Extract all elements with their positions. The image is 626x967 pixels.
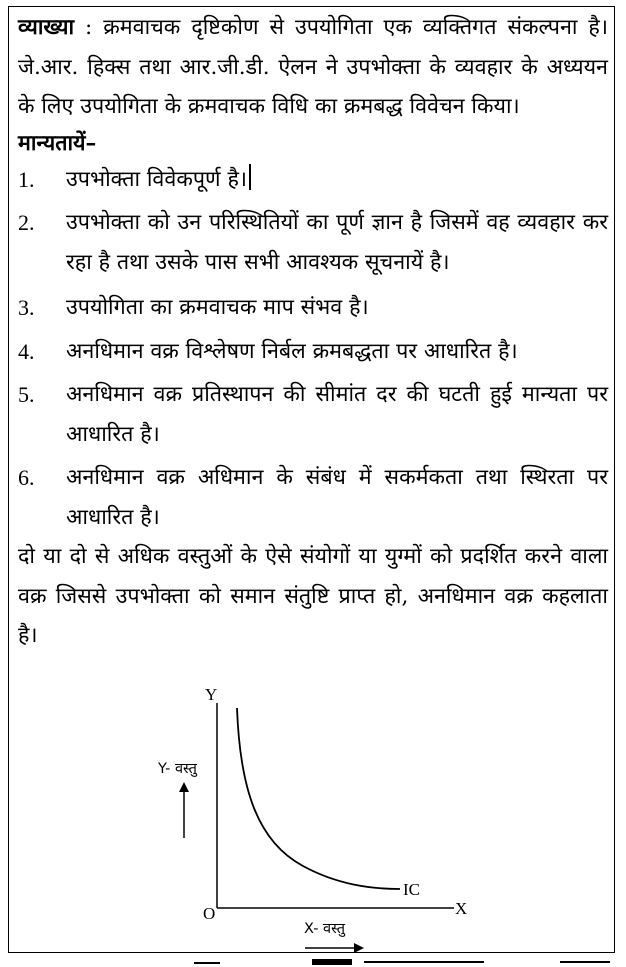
assumptions-heading: मान्यतायें– [18, 130, 97, 156]
intro-separator: : [74, 15, 104, 40]
arrow-right-icon [354, 943, 364, 953]
assumption-number: 1. [18, 166, 35, 192]
x-goods-label: X- वस्तु [304, 921, 346, 937]
assumption-number: 2. [18, 210, 35, 235]
arrow-up-icon [179, 782, 189, 792]
assumption-text: उपभोक्ता को उन परिस्थितियों का पूर्ण ज्ञान है जिसमें वह व्यवहार कर रहा है तथा उसके पास सभी आवश्यक सूचनायें है। [66, 210, 608, 275]
y-axis-label: Y [205, 685, 218, 704]
cut-off-text-fragment [8, 956, 618, 967]
assumption-number: 6. [18, 465, 35, 490]
assumption-text: उपयोगिता का क्रमवाचक माप संभव है। [66, 295, 369, 320]
assumption-number: 3. [18, 295, 35, 320]
intro-label: व्याख्या [18, 15, 75, 40]
assumption-text: उपभोक्ता विवेकपूर्ण है। [66, 166, 248, 192]
indifference-curve [237, 708, 400, 889]
assumption-number: 4. [18, 338, 35, 364]
assumption-number: 5. [18, 382, 35, 407]
assumption-text: अनधिमान वक्र विश्लेषण निर्बल क्रमबद्धता पर आधारित है। [66, 338, 518, 364]
assumption-text: अनधिमान वक्र प्रतिस्थापन की सीमांत दर की घटती हुई मान्यता पर आधारित है। [66, 382, 608, 447]
intro-text: क्रमवाचक दृष्टिकोण से उपयोगिता एक व्यक्तिगत संकल्पना है। जे.आर. हिक्स तथा आर.जी.डी. ऐलन ने उपभोक्ता के व्यवहार के अध्ययन के लिए उपयोगिता के क्रमवाचक विधि का क्रमबद्ध विवेचन किया। [18, 15, 609, 119]
y-goods-label: Y- वस्तु [158, 761, 197, 777]
assumption-text: अनधिमान वक्र अधिमान के संबंध में सकर्मकता तथा स्थिरता पर आधारित है। [66, 465, 608, 530]
origin-label: O [203, 904, 216, 923]
x-axis-label: X [455, 899, 468, 918]
definition-paragraph: दो या दो से अधिक वस्तुओं के ऐसे संयोगों या युग्मों को प्रदर्शित करने वाला वक्र जिससे उपभोक्ता को समान संतुष्टि प्राप्त हो, अनधिमान वक्र कहलाता है। [18, 544, 608, 648]
curve-label: IC [403, 880, 420, 899]
